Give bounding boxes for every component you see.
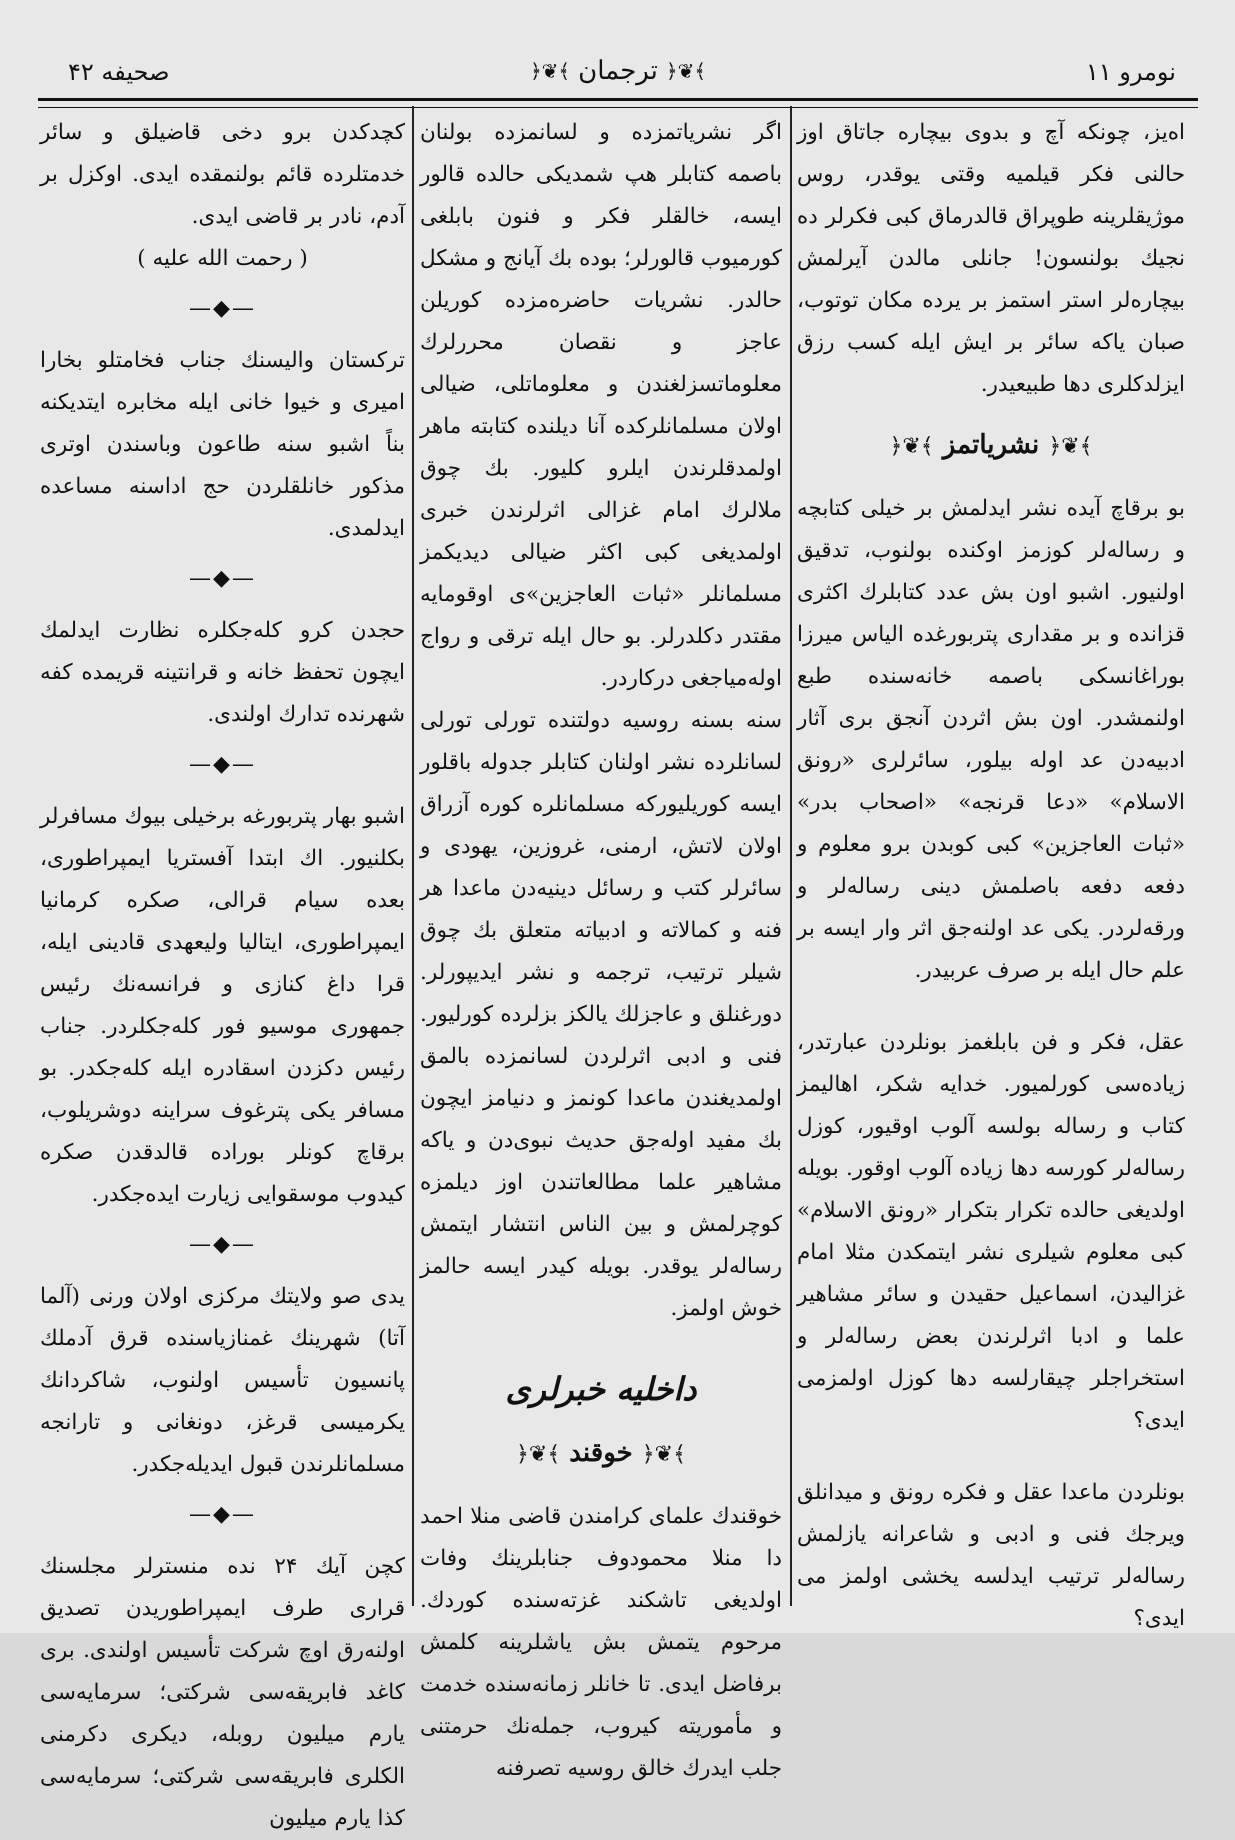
divider-ornament: —◆— bbox=[189, 296, 256, 321]
divider-ornament: —◆— bbox=[189, 1232, 256, 1257]
column-divider bbox=[412, 106, 414, 1606]
article-paragraph: سنه بسنه روسیه دولتنده تورلی تورلی لسانلرده نشر اولنان کتابلر جدوله باقلور ایسه کوریلیورکه مسلمانلره کوره آزراق اولان لاتش، ارمنی، غروزین، یهودی و سائرلر کتب و رسائل دینیه‌دن ماعدا هر فنه و کمالاته و ادبیاته متعلق بك چوق شیلر ترتیب، ترجمه و نشر ایدیپورلر. دورغنلق و عاجزلك یالکز بزلرده کورلیور. فنی و ادبی اثرلردن لسانمزده بالمق اولمدیغندن ماعدا کونمز و دنیامز ایچون بك مفید اوله‌جق حدیث نبوی‌دن و یاکه مشاهیر علما مطالعاتندن اوز دیلمزه کوچرلمش و بین الناس انتشار ایتمش رساله‌لر یوقدر. بویله کیدر ایسه حالمز خوش اولمز. bbox=[420, 708, 782, 1321]
ornament-icon: ﴾❦﴿ bbox=[516, 1442, 561, 1467]
section-heading bbox=[420, 1432, 782, 1476]
article-paragraph: خوقندك علمای کرامندن قاضی منلا احمد دا منلا محمودوف جنابلرینك وفات اولدیغی تاشکند غزته‌سنده کوردك. مرحوم یتمش بش یاشلرینه کلمش برفاضل ایدی. تا خانلر زمانه‌سنده خدمت و مأموریته کیروب، جمله‌نك حرمتنی جلب ایدرك خالق روسیه تصرفنه bbox=[420, 1504, 782, 1781]
article-paragraph: اشبو بهار پتربورغه برخیلی بیوك مسافرلر بکلنیور. اك ابتدا آفستریا ایمپراطوری، بعده سیام قرالی، صکره کرمانیا ایمپراطوری، ایتالیا ولیعهدی قادینی ایله، قرا داغ کنازی و فرانسه‌نك رئیس جمهوری موسیو فور کله‌جکلردر. جناب رئیس دکزدن اسقادره ایله کله‌جکدر. بو مسافر یکی پترغوف سراینه دوشریلوب، برقاچ کونلر بوراده قالدقدن صکره کیدوب موسقوایی زیارت ایده‌جکدر. bbox=[40, 804, 405, 1207]
header-rule bbox=[38, 98, 1198, 108]
article-paragraph: یدی صو ولایتك مرکزی اولان ورنی (آلما آتا) شهرینك غمنازیاسنده قرق آدملك پانسیون تأسیس اولنوب، شاکردانك یکرمیسی قرغز، دونغانی و تارانجه مسلمانلرندن قبول ایدیله‌جکدر. bbox=[40, 1284, 405, 1477]
divider-ornament: —◆— bbox=[189, 752, 256, 777]
ornament-icon: ﴾❦﴿ bbox=[1048, 434, 1093, 459]
page-number: صحیفه ۴۲ bbox=[68, 58, 170, 86]
divider-ornament: —◆— bbox=[189, 1502, 256, 1527]
ornament-icon: ﴾❦﴿ bbox=[665, 59, 707, 83]
article-paragraph: کچدکدن برو دخی قاضیلق و سائر خدمتلرده قائم بولنمقده ایدی. اوکزل بر آدم، نادر بر قاضی ایدی. bbox=[40, 120, 405, 229]
column-left bbox=[40, 112, 405, 1831]
section-title: نشریاتمز bbox=[942, 430, 1040, 460]
divider-ornament: —◆— bbox=[189, 566, 256, 591]
article-paragraph: عقل، فکر و فن بابلغمز بونلردن عبارتدر، زیاده‌سی کورلمیور. خدایه شکر، اهالیمز کتاب و رساله بولسه آلوب اوقیور، کوزل رساله‌لر کورسه دها زیاده آلوب اوقور. بویله اولدیغی حالده تکرار بتکرار «رونق الاسلام» کبی معلوم شیلری نشر ایتمکدن مثلا امام غزالیدن، اسماعیل حقیدن و سائر مشاهیر علما و ادبا اثرلرندن بعض رساله‌لر و استخراجلر چیقارلسه دها کوزل اولمزمی ایدی؟ bbox=[797, 1030, 1185, 1433]
column-middle bbox=[420, 112, 782, 1781]
column-divider bbox=[790, 106, 792, 1606]
ornament-icon: ﴾❦﴿ bbox=[889, 434, 934, 459]
newspaper-title bbox=[530, 56, 706, 86]
article-paragraph: حجدن کرو کله‌جکلره نظارت ایدلمك ایچون تحفظ خانه و قرانتینه قریمده کفه شهرنده تدارك اولندی. bbox=[40, 618, 405, 727]
article-paragraph: بو برقاچ آیده نشر ایدلمش بر خیلی کتابچه و رساله‌لر کوزمز اوکنده بولنوب، تدقیق اولنیور. اشبو اون بش عدد کتابلرك اکثری قزانده و بر مقداری پتربورغده الیاس میرزا بوراغانسکی باصمه خانه‌سنده طبع اولنمشدر. اون بش اثردن آنجق بری آثار ادبیه‌دن عد اوله بیلور، سائرلری «رونق الاسلام» «دعا قرنجه» «اصحاب بدر» «ثبات العاجزین» کبی کوبدن برو معلوم و دفعه دفعه باصلمش دینی رساله‌لر و ورقه‌لردر. یکی عد اولنه‌جق اثر وار ایسه بر علم حال ایله بر صرف عربیدر. bbox=[797, 496, 1185, 983]
article-paragraph: بونلردن ماعدا عقل و فکره رونق و میدانلق ویرجك فنی و ادبی و شاعرانه یازلمش رساله‌لر ترتیب ایدلسه یخشی اولمز می ایدی؟ bbox=[797, 1480, 1185, 1631]
prayer-line: ( رحمت الله علیه ) bbox=[137, 246, 308, 271]
article-paragraph: اگر نشریاتمزده و لسانمزده بولنان باصمه کتابلر هپ شمدیکی حالده قالور ایسه، خالقلر فکر و فنون بابلغی کورمیوب قالورلر؛ بوده بك آیانج و مشکل حالدر. نشریات حاضره‌مزده کوریلن عاجز و نقصان محررلرك معلوماتسزلغندن و معلوماتلی، ضیالی اولان مسلمانلرکده آنا دیلنده کتابته ماهر اولمدقلرندن ایلرو کلیور. بك چوق ملالرك امام غزالی اثرلرندن خبری اولمدیغی کبی اکثر ضیالی دیدیکمز مسلمانلر «ثبات العاجزین»ی اوقومایه مقتدر دکلدرلر. بو حال ایله ترقی و رواج اوله‌میاجغی درکاردر. bbox=[420, 120, 782, 691]
news-section-title: داخلیه خبرلری bbox=[505, 1370, 697, 1408]
article-paragraph: اه‌یز، چونکه آچ و بدوی بیچاره جاتاق اوز حالنی فکر قیلمیه وقتی یوقدر، روس موژیقلرینه طوپراق قالدرماق کبی فکرلر ده نجیك بولنسون! جانلی مالدن آیرلمش بیچاره‌لر استر استمز بر یرده مکان توتوب، صبان یاکه سائر بر ایش ایله کسب رزق ایزلدکلری دها طبیعیدر. bbox=[797, 120, 1185, 397]
masthead-title: ترجمان bbox=[578, 56, 658, 86]
column-right bbox=[797, 112, 1185, 1631]
issue-number: نومرو ۱۱ bbox=[1085, 58, 1176, 86]
ornament-icon: ﴾❦﴿ bbox=[641, 1442, 686, 1467]
page-header bbox=[38, 48, 1198, 94]
ornament-icon: ﴾❦﴿ bbox=[529, 59, 571, 83]
article-paragraph: ترکستان والیسنك جناب فخامتلو بخارا امیری و خیوا خانی ایله مخابره ایتدیکنه بناً اشبو سنه طاعون وباسندن اوتری مذکور خانلقلردن حج اداسنه مساعده ایدلمدی. bbox=[40, 348, 405, 541]
section-title: خوقند bbox=[569, 1438, 633, 1468]
article-paragraph: کچن آیك ۲۴ نده منسترلر مجلسنك قراری طرف ایمپراطوریدن تصدیق اولنه‌رق اوچ شرکت تأسیس اولندی. بری کاغد فابریقه‌سی شرکتی؛ سرمایه‌سی یارم میلیون روبله، دیکری دکرمنی الکلری فابریقه‌سی شرکتی؛ سرمایه‌سی کذا یارم میلیون bbox=[40, 1554, 405, 1831]
section-heading bbox=[797, 424, 1185, 468]
